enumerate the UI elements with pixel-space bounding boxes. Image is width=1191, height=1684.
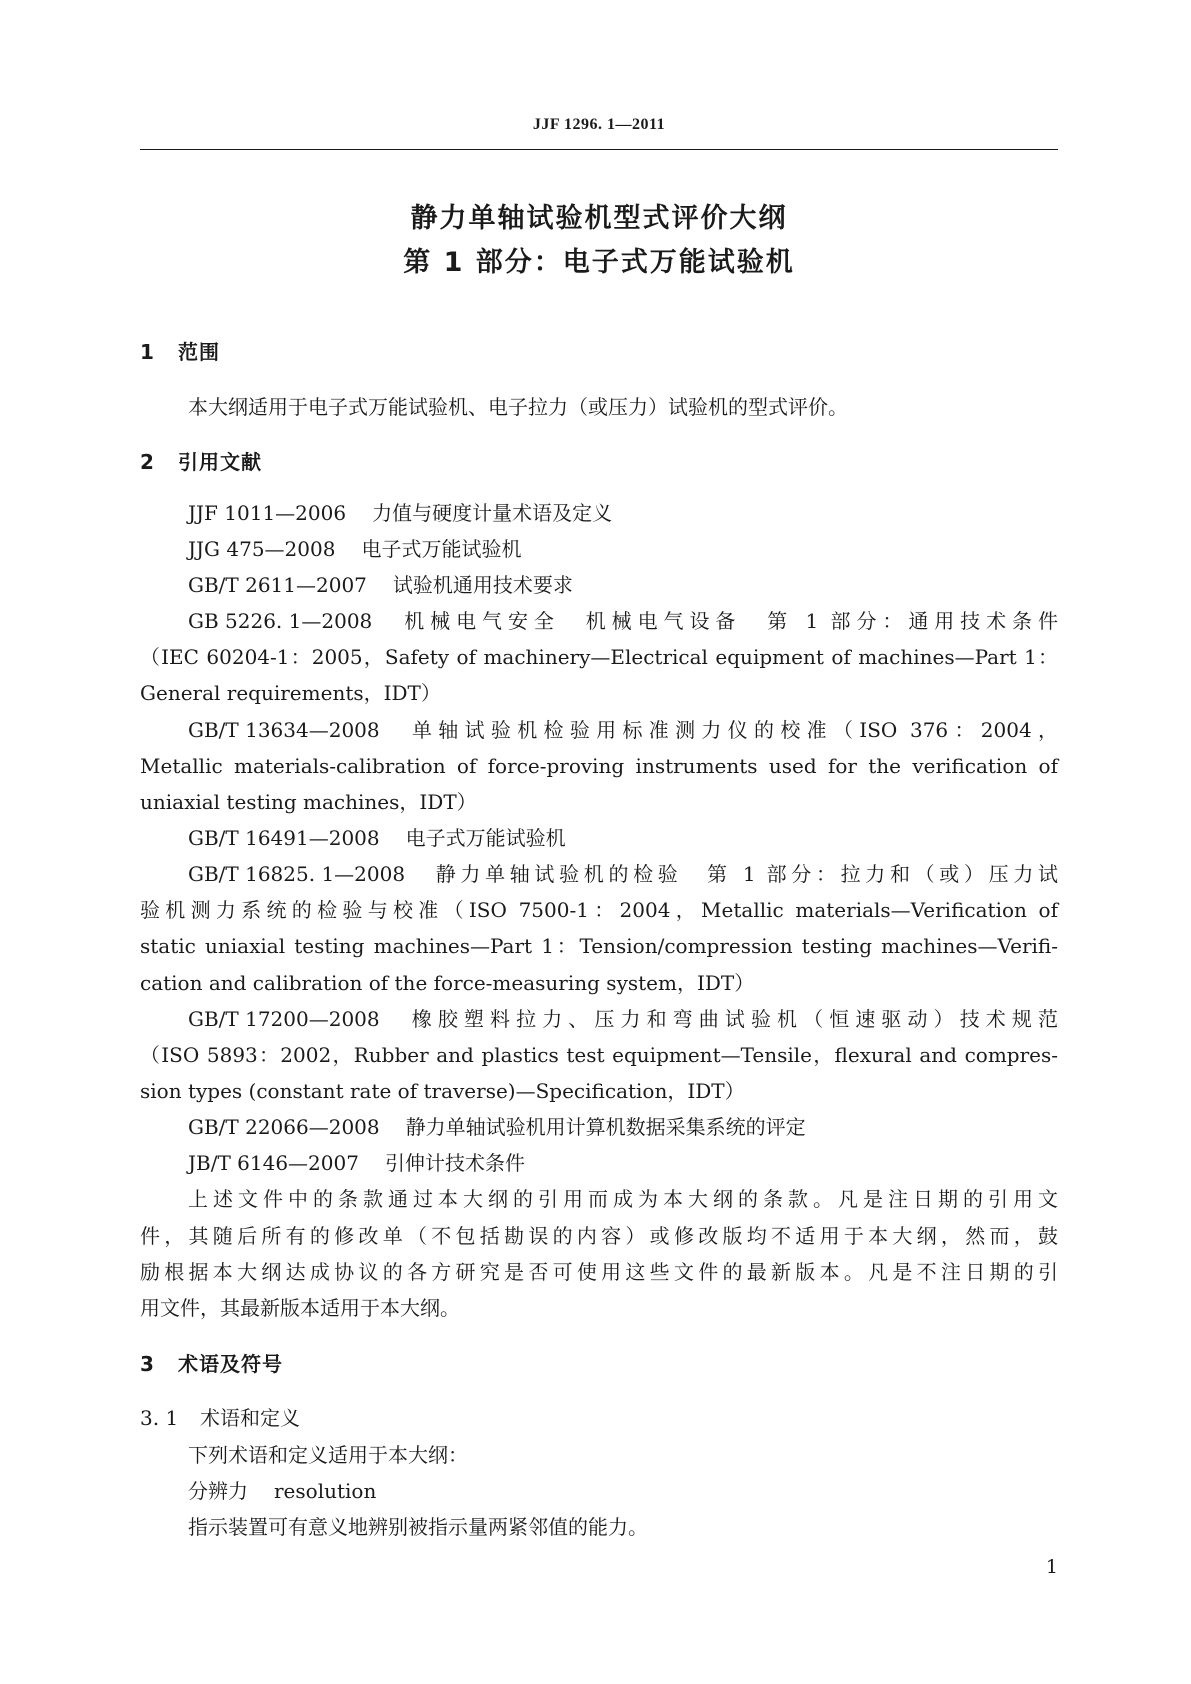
reference-code: JB/T 6146—2007 [188, 1151, 359, 1175]
term-definition: 指示装置可有意义地辨别被指示量两紧邻值的能力。 [188, 1515, 648, 1539]
reference-title: 机械电气安全 机械电气设备 第 1 部分：通用技术条件 [398, 609, 1058, 633]
reference-code: GB/T 2611—2007 [188, 573, 367, 597]
reference-item [188, 611, 1058, 631]
reference-item [188, 503, 612, 523]
section-heading-references [140, 452, 262, 472]
reference-title: 试验机通用技术要求 [392, 573, 573, 597]
reference-item [188, 1117, 806, 1137]
document-subtitle: 第 1 部分：电子式万能试验机 [403, 247, 795, 278]
references-closing-paragraph: 用文件，其最新版本适用于本大纲。 [140, 1296, 460, 1320]
reference-continuation: 验机测力系统的检验与校准（ISO 7500-1：2004，Metallic materials—Verification of [140, 898, 1058, 922]
reference-code: GB/T 22066—2008 [188, 1115, 380, 1139]
references-closing-paragraph: 励根据本大纲达成协议的各方研究是否可使用这些文件的最新版本。凡是不注日期的引 [140, 1260, 1058, 1284]
header-rule [140, 149, 1058, 150]
reference-title: 力值与硬度计量术语及定义 [372, 501, 613, 525]
reference-code: GB/T 13634—2008 [188, 718, 380, 742]
references-closing-paragraph: 件，其随后所有的修改单（不包括勘误的内容）或修改版均不适用于本大纲，然而，鼓 [140, 1224, 1058, 1248]
reference-code: JJG 475—2008 [188, 537, 336, 561]
section-heading-terms [140, 1354, 283, 1374]
term-chinese: 分辨力 [188, 1479, 248, 1503]
reference-code: GB/T 17200—2008 [188, 1007, 380, 1031]
reference-continuation: （IEC 60204-1：2005，Safety of machinery—Electrical equipment of machines—Part 1： [140, 645, 1058, 669]
references-closing-paragraph: 上述文件中的条款通过本大纲的引用而成为本大纲的条款。凡是注日期的引用文 [188, 1187, 1058, 1211]
standard-number-header: JJF 1296. 1—2011 [532, 116, 666, 133]
reference-title: 电子式万能试验机 [405, 826, 566, 850]
reference-item [188, 1153, 525, 1173]
reference-item [188, 1009, 1058, 1029]
term-entry [188, 1481, 376, 1501]
reference-title: 电子式万能试验机 [361, 537, 522, 561]
reference-code: GB 5226. 1—2008 [188, 609, 373, 633]
reference-continuation: General requirements，IDT） [140, 681, 441, 705]
reference-item [188, 575, 573, 595]
section-heading-scope [140, 342, 220, 362]
reference-continuation: cation and calibration of the force-measuring system，IDT） [140, 971, 755, 995]
section-number: 1 [140, 340, 155, 364]
reference-code: GB/T 16825. 1—2008 [188, 862, 406, 886]
reference-continuation: （ISO 5893：2002，Rubber and plastics test equipment—Tensile，flexural and compres- [140, 1043, 1058, 1067]
subsection-number: 3. 1 [140, 1406, 179, 1430]
reference-continuation: Metallic materials-calibration of force-proving instruments used for the verification of [140, 754, 1058, 778]
reference-title: 静力单轴试验机的检验 第 1 部分：拉力和（或）压力试 [431, 862, 1058, 886]
section-title: 范围 [178, 340, 220, 364]
section-title: 引用文献 [178, 450, 262, 474]
document-title: 静力单轴试验机型式评价大纲 [410, 203, 788, 234]
reference-title: 静力单轴试验机用计算机数据采集系统的评定 [405, 1115, 806, 1139]
reference-title: 单轴试验机检验用标准测力仪的校准（ISO 376：2004， [405, 718, 1058, 742]
terms-intro: 下列术语和定义适用于本大纲： [188, 1443, 468, 1467]
reference-item [188, 828, 566, 848]
section-number: 2 [140, 450, 155, 474]
scope-paragraph: 本大纲适用于电子式万能试验机、电子拉力（或压力）试验机的型式评价。 [188, 395, 848, 419]
page-number: 1 [1045, 1556, 1058, 1578]
reference-code: JJF 1011—2006 [188, 501, 347, 525]
subsection-title: 术语和定义 [200, 1406, 300, 1430]
reference-item [188, 539, 521, 559]
reference-item [188, 720, 1058, 740]
reference-continuation: uniaxial testing machines，IDT） [140, 790, 477, 814]
section-title: 术语及符号 [178, 1352, 283, 1376]
term-english: resolution [274, 1479, 377, 1503]
section-number: 3 [140, 1352, 155, 1376]
reference-title: 橡胶塑料拉力、压力和弯曲试验机（恒速驱动）技术规范 [405, 1007, 1058, 1031]
reference-continuation: static uniaxial testing machines—Part 1：Tension/compression testing machines—Verifi- [140, 934, 1058, 958]
subsection-heading [140, 1408, 300, 1428]
reference-item [188, 864, 1058, 884]
reference-code: GB/T 16491—2008 [188, 826, 380, 850]
reference-continuation: sion types (constant rate of traverse)—Specification，IDT） [140, 1079, 745, 1103]
reference-title: 引伸计技术条件 [384, 1151, 525, 1175]
